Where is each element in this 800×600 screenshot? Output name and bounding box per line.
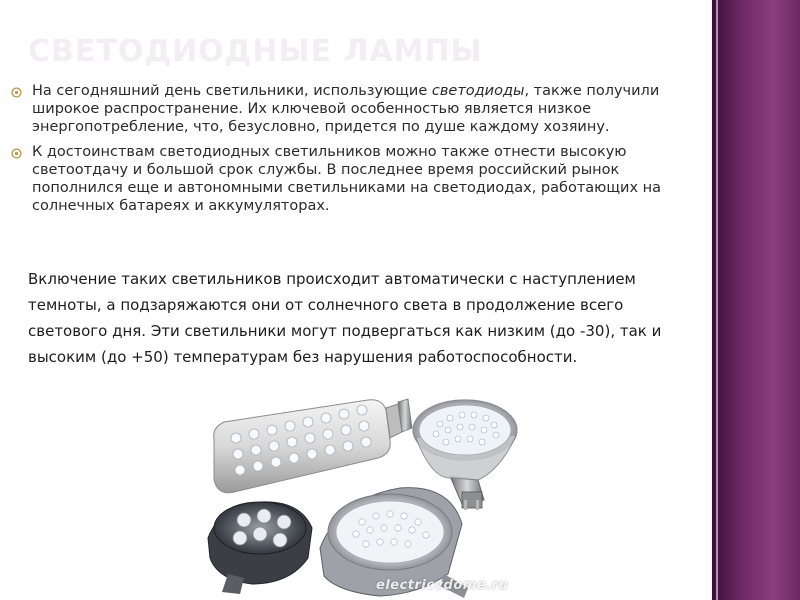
body-paragraph: Включение таких светильников происходит автоматически с наступлением темноты, а подзаряжаются они от солнечного света в продолжение всего светового дня. Эти светильники могут подвергаться как низким (до -30), так и высоким (до +50) температурам без нарушения работоспособности. [28, 270, 662, 366]
image-watermark: electricvdome.ru [376, 578, 509, 593]
led-lamps-image [200, 388, 545, 600]
high-power-led-lamp [208, 502, 312, 594]
bullet-emphasis: светодиоды [431, 83, 525, 99]
ring-bullet-icon [11, 87, 22, 98]
slide-title: СВЕТОДИОДНЫЕ ЛАМПЫ [28, 34, 483, 69]
bullet-text-start: К достоинствам светодиодных светильников можно также отнести высокую светоотдачу и большой срок службы. В последнее время российский рынок пополнился еще и автономными светильниками на светодиодах, работающих на солнечных батареях и аккумуляторах. [32, 144, 662, 214]
bullet-item-advantages [8, 143, 668, 215]
purple-side-panel [712, 0, 800, 600]
bullet-item-led-usage [8, 82, 668, 136]
bullet-text-end: , также получили широкое распространение. Их ключевой особенностью является низкое энергопотребление, что, безусловно, придется по душе каждому хозяину. [32, 83, 660, 135]
bullet-list [8, 82, 668, 222]
ring-bullet-icon [11, 148, 22, 159]
bullet-text-start: На сегодняшний день светильники, использующие [32, 83, 432, 99]
corn-led-lamp [214, 399, 412, 493]
side-panel-stripe [716, 0, 718, 600]
bullet-text [32, 143, 668, 215]
bullet-text [32, 82, 668, 136]
